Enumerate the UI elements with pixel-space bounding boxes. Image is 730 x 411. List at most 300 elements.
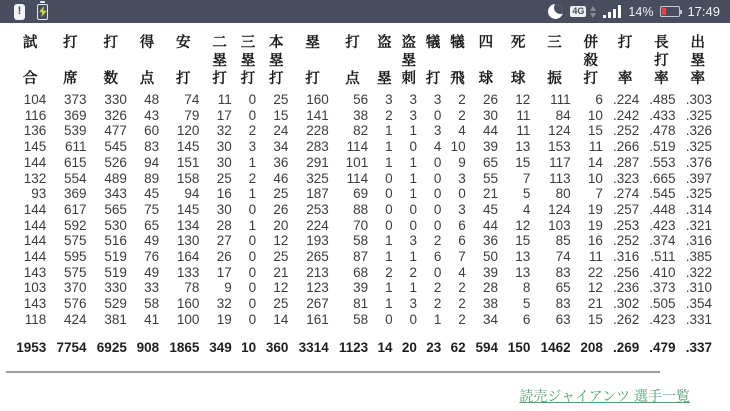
stat-cell: 489 bbox=[104, 170, 127, 186]
stat-cell: 85 bbox=[555, 233, 571, 249]
stat-cell: 3 bbox=[248, 139, 257, 155]
column-header bbox=[441, 36, 465, 92]
vertical-header-label bbox=[337, 36, 368, 86]
header-char: 三 bbox=[547, 35, 562, 51]
stat-cell: 145 bbox=[23, 139, 47, 155]
vertical-header-label bbox=[54, 36, 86, 86]
vertical-header-label bbox=[401, 36, 417, 86]
header-char: 塁 bbox=[240, 52, 256, 69]
battery-percent-label: 14% bbox=[628, 4, 654, 19]
stat-cell: 13 bbox=[515, 249, 531, 265]
stat-cell: 89 bbox=[144, 170, 160, 186]
stat-cell: 30 bbox=[216, 201, 232, 217]
stat-cell: 526 bbox=[104, 154, 127, 170]
total-cell: 10 bbox=[241, 339, 257, 355]
header-char: 振 bbox=[547, 70, 562, 87]
stat-cell: 2 bbox=[385, 264, 393, 280]
stats-row bbox=[6, 186, 712, 202]
stat-cell: 369 bbox=[64, 186, 87, 202]
stat-cell: 0 bbox=[458, 186, 466, 202]
stat-cell: 0 bbox=[385, 201, 393, 217]
stat-cell: .287 bbox=[612, 154, 640, 170]
stats-body bbox=[6, 92, 712, 328]
stat-cell: 133 bbox=[176, 264, 200, 280]
stat-cell: 60 bbox=[144, 123, 160, 139]
stat-cell: .322 bbox=[685, 264, 712, 280]
stat-cell: 530 bbox=[104, 217, 127, 233]
stat-cell: 0 bbox=[433, 154, 442, 170]
stat-cell: 187 bbox=[306, 186, 329, 202]
vertical-header-label bbox=[611, 36, 639, 86]
stat-cell: 10 bbox=[587, 170, 603, 186]
stat-cell: 529 bbox=[104, 296, 127, 312]
header-char: 殺 bbox=[583, 52, 599, 69]
total-cell: 208 bbox=[580, 339, 603, 355]
header-char: 打 bbox=[425, 70, 441, 87]
stat-cell: 595 bbox=[64, 249, 87, 265]
vertical-header-label bbox=[474, 36, 498, 86]
column-header bbox=[329, 36, 368, 92]
network-type-badge: 4G bbox=[572, 5, 585, 16]
column-header bbox=[498, 36, 530, 92]
stats-row bbox=[6, 265, 712, 281]
stat-cell: 2 bbox=[458, 311, 466, 327]
stat-cell: 30 bbox=[216, 139, 232, 155]
stat-cell: 65 bbox=[144, 217, 160, 233]
stat-cell: 7 bbox=[522, 170, 531, 186]
stat-cell: 516 bbox=[104, 233, 127, 249]
stat-cell: 213 bbox=[306, 264, 329, 280]
stat-cell: .262 bbox=[612, 311, 640, 327]
stat-cell: 193 bbox=[306, 233, 329, 249]
batting-stats-table bbox=[6, 36, 712, 356]
stat-cell: 19 bbox=[587, 217, 603, 233]
stat-cell: .252 bbox=[612, 233, 640, 249]
status-bar-left bbox=[14, 4, 48, 20]
stat-cell: 160 bbox=[306, 92, 329, 107]
stat-cell: 343 bbox=[104, 186, 127, 202]
vertical-header-label bbox=[538, 36, 570, 86]
stat-cell: 49 bbox=[144, 264, 160, 280]
stat-cell: 100 bbox=[176, 311, 200, 327]
stat-cell: 14 bbox=[587, 154, 603, 170]
stat-cell: 15 bbox=[587, 311, 603, 327]
column-header bbox=[288, 36, 328, 92]
stat-cell: .331 bbox=[685, 311, 712, 327]
stat-cell: 2 bbox=[458, 107, 466, 123]
stat-cell: 2 bbox=[248, 170, 257, 186]
stat-cell: 1 bbox=[409, 186, 417, 202]
stat-cell: 132 bbox=[23, 170, 47, 186]
stat-cell: 25 bbox=[216, 170, 232, 186]
header-char: 率 bbox=[654, 70, 669, 87]
header-char: 数 bbox=[103, 70, 118, 87]
header-char: 点 bbox=[139, 70, 155, 87]
stat-cell: 228 bbox=[306, 123, 329, 139]
stat-cell: 143 bbox=[23, 264, 47, 280]
stat-cell: 1 bbox=[409, 170, 417, 186]
stats-row bbox=[6, 171, 712, 187]
total-cell: 1123 bbox=[338, 339, 369, 355]
total-cell: 908 bbox=[136, 339, 160, 355]
stat-cell: 7 bbox=[458, 249, 466, 265]
stat-cell: 4 bbox=[458, 264, 466, 280]
stat-cell: 118 bbox=[24, 311, 47, 327]
stat-cell: 120 bbox=[176, 123, 200, 139]
stat-cell: 0 bbox=[409, 201, 417, 217]
stat-cell: 3 bbox=[458, 201, 466, 217]
header-char: 盗 bbox=[401, 35, 417, 51]
stats-row bbox=[6, 139, 712, 155]
stat-cell: .505 bbox=[649, 296, 676, 312]
stat-cell: .423 bbox=[649, 311, 676, 327]
stat-cell: .274 bbox=[612, 186, 640, 202]
stat-cell: 101 bbox=[345, 154, 369, 170]
stat-cell: .410 bbox=[649, 264, 676, 280]
stat-cell: 369 bbox=[64, 107, 87, 123]
stat-cell: 12 bbox=[587, 280, 603, 296]
stats-row bbox=[6, 233, 712, 249]
stats-row bbox=[6, 218, 712, 234]
stat-cell: .242 bbox=[612, 107, 640, 123]
stat-cell: .553 bbox=[649, 154, 676, 170]
stat-cell: 114 bbox=[346, 170, 369, 186]
stat-cell: 83 bbox=[555, 296, 571, 312]
stat-cell: 15 bbox=[515, 154, 531, 170]
header-char: 率 bbox=[617, 70, 633, 87]
stat-cell: 123 bbox=[306, 280, 329, 296]
stat-cell: 65 bbox=[555, 280, 571, 296]
total-cell: .479 bbox=[649, 339, 676, 355]
stat-cell: 1 bbox=[409, 249, 417, 265]
header-char: 塁 bbox=[305, 35, 320, 51]
stat-cell: 325 bbox=[306, 170, 329, 186]
header-char: 安 bbox=[176, 35, 191, 51]
total-cell: 23 bbox=[426, 339, 442, 355]
stat-cell: 1 bbox=[385, 249, 393, 265]
stat-cell: 1 bbox=[409, 154, 417, 170]
stat-cell: 78 bbox=[184, 280, 200, 296]
stat-cell: 12 bbox=[273, 233, 289, 249]
stat-cell: 25 bbox=[273, 186, 289, 202]
stat-cell: 6 bbox=[522, 311, 531, 327]
battery-fill-low bbox=[662, 8, 666, 15]
stat-cell: 0 bbox=[385, 170, 393, 186]
header-char: 打 bbox=[269, 70, 284, 87]
stat-cell: 11 bbox=[516, 107, 531, 123]
total-cell: 7754 bbox=[56, 339, 87, 355]
stat-cell: 144 bbox=[23, 233, 47, 249]
column-header bbox=[87, 36, 127, 92]
stat-cell: 15 bbox=[273, 107, 289, 123]
stat-cell: .325 bbox=[685, 186, 712, 202]
stats-row bbox=[6, 123, 712, 139]
stat-cell: 265 bbox=[306, 249, 329, 265]
data-activity-arrows-icon bbox=[590, 6, 596, 18]
lightning-bolt-icon bbox=[39, 6, 47, 17]
vertical-header-label bbox=[135, 36, 159, 86]
stat-cell: .397 bbox=[685, 170, 712, 186]
stat-cell: 267 bbox=[306, 296, 329, 312]
stat-cell: .316 bbox=[685, 233, 712, 249]
stat-cell: 2 bbox=[433, 233, 442, 249]
total-cell: 1462 bbox=[540, 339, 571, 355]
stat-cell: .302 bbox=[612, 296, 640, 312]
stat-cell: 0 bbox=[385, 217, 393, 233]
stat-cell: .385 bbox=[685, 249, 712, 265]
stat-cell: 117 bbox=[549, 154, 571, 170]
stat-cell: 373 bbox=[64, 92, 87, 107]
stat-cell: 25 bbox=[273, 92, 289, 107]
stat-cell: 3 bbox=[409, 92, 417, 107]
stat-cell: 224 bbox=[306, 217, 329, 233]
stat-cell: 63 bbox=[555, 311, 571, 327]
column-header bbox=[256, 36, 288, 92]
stat-cell: 3 bbox=[433, 123, 442, 139]
total-cell: 360 bbox=[265, 339, 289, 355]
stat-cell: 36 bbox=[273, 154, 289, 170]
stats-row bbox=[6, 280, 712, 296]
stat-cell: 10 bbox=[587, 107, 603, 123]
stat-cell: .303 bbox=[685, 92, 712, 107]
stat-cell: 83 bbox=[144, 139, 160, 155]
stat-cell: 11 bbox=[588, 249, 603, 265]
stat-cell: 49 bbox=[144, 233, 160, 249]
stat-cell: 124 bbox=[548, 123, 571, 139]
stat-cell: 21 bbox=[587, 296, 603, 312]
stat-cell: 74 bbox=[184, 92, 200, 107]
stat-cell: 565 bbox=[104, 201, 127, 217]
alert-notification-icon bbox=[14, 4, 25, 20]
stat-cell: 3 bbox=[385, 92, 393, 107]
stat-cell: 28 bbox=[482, 280, 499, 296]
upload-arrow-icon bbox=[590, 6, 596, 11]
stat-cell: .323 bbox=[612, 170, 640, 186]
stat-cell: 3 bbox=[409, 296, 417, 312]
stat-cell: 34 bbox=[273, 139, 289, 155]
column-header bbox=[530, 36, 570, 92]
stat-cell: 30 bbox=[216, 154, 232, 170]
header-char: 打 bbox=[63, 35, 78, 51]
total-cell: 20 bbox=[401, 339, 417, 355]
stat-cell: 84 bbox=[555, 107, 571, 123]
stat-cell: 0 bbox=[385, 186, 393, 202]
stat-cell: 4 bbox=[522, 201, 531, 217]
stat-cell: 81 bbox=[353, 296, 369, 312]
header-char: 三 bbox=[240, 35, 256, 51]
stat-cell: .316 bbox=[612, 249, 640, 265]
total-cell: .337 bbox=[685, 339, 712, 355]
stat-cell: 6 bbox=[595, 92, 603, 107]
stat-cell: 13 bbox=[515, 139, 531, 155]
stat-cell: .314 bbox=[685, 201, 712, 217]
stat-cell: 158 bbox=[176, 170, 200, 186]
stat-cell: 83 bbox=[555, 264, 571, 280]
header-char: 二 bbox=[212, 35, 227, 51]
column-header bbox=[603, 36, 639, 92]
stat-cell: 1 bbox=[409, 123, 417, 139]
stat-cell: 2 bbox=[385, 107, 393, 123]
stat-cell: 15 bbox=[515, 233, 531, 249]
stats-header bbox=[6, 36, 712, 92]
column-header bbox=[639, 36, 675, 92]
stat-cell: 10 bbox=[450, 139, 466, 155]
stat-cell: 3 bbox=[409, 107, 417, 123]
header-char: 席 bbox=[63, 70, 78, 87]
stat-cell: 6 bbox=[458, 217, 466, 233]
stat-cell: 130 bbox=[176, 233, 200, 249]
stat-cell: 9 bbox=[458, 154, 466, 170]
vertical-header-label bbox=[647, 36, 675, 86]
alert-glyph: ! bbox=[17, 5, 22, 17]
stat-cell: 611 bbox=[65, 139, 87, 155]
stat-cell: 519 bbox=[104, 249, 127, 265]
stat-cell: 0 bbox=[248, 249, 257, 265]
stat-cell: .310 bbox=[685, 280, 712, 296]
stat-cell: .376 bbox=[685, 154, 712, 170]
stat-cell: 153 bbox=[548, 139, 571, 155]
stat-cell: 87 bbox=[353, 249, 369, 265]
stat-cell: 615 bbox=[64, 154, 87, 170]
stat-cell: 0 bbox=[433, 170, 442, 186]
stat-cell: .485 bbox=[649, 92, 676, 107]
stats-header-row bbox=[6, 36, 712, 92]
stat-cell: 2 bbox=[458, 296, 466, 312]
column-header bbox=[46, 36, 86, 92]
stat-cell: 1 bbox=[248, 186, 257, 202]
stat-cell: 116 bbox=[24, 107, 47, 123]
stat-cell: .253 bbox=[612, 217, 640, 233]
stat-cell: 1 bbox=[433, 311, 442, 327]
stat-cell: .256 bbox=[612, 264, 640, 280]
stat-cell: 44 bbox=[482, 217, 499, 233]
vertical-header-label bbox=[425, 36, 441, 86]
battery-icon bbox=[660, 6, 680, 17]
total-cell: 1865 bbox=[169, 339, 200, 355]
stat-cell: 15 bbox=[587, 123, 603, 139]
stat-cell: .448 bbox=[649, 201, 676, 217]
stat-cell: 58 bbox=[144, 296, 160, 312]
stat-cell: 17 bbox=[216, 107, 232, 123]
stat-cell: 381 bbox=[104, 311, 127, 327]
signal-strength-icon bbox=[603, 5, 621, 18]
status-bar-right bbox=[548, 4, 720, 19]
stat-cell: 22 bbox=[587, 264, 603, 280]
stat-cell: 0 bbox=[409, 139, 417, 155]
stat-cell: .321 bbox=[685, 217, 712, 233]
stat-cell: 330 bbox=[104, 280, 127, 296]
header-char: 塁 bbox=[690, 52, 705, 69]
stat-cell: 0 bbox=[248, 92, 257, 107]
header-char: 刺 bbox=[401, 70, 417, 87]
stat-cell: 1 bbox=[409, 280, 417, 296]
stat-cell: 124 bbox=[548, 201, 571, 217]
stat-cell: 0 bbox=[248, 296, 257, 312]
vertical-header-label bbox=[506, 36, 530, 86]
stat-cell: 58 bbox=[353, 311, 369, 327]
header-char: 打 bbox=[176, 70, 191, 87]
header-char: 塁 bbox=[212, 52, 227, 69]
total-cell: 62 bbox=[450, 339, 466, 355]
stat-cell: 74 bbox=[555, 249, 571, 265]
stat-cell: 26 bbox=[216, 249, 232, 265]
stat-cell: .423 bbox=[649, 217, 676, 233]
stats-row bbox=[6, 202, 712, 218]
stat-cell: 2 bbox=[458, 92, 466, 107]
stat-cell: 8 bbox=[522, 280, 531, 296]
stat-cell: 21 bbox=[273, 264, 289, 280]
vertical-header-label bbox=[264, 36, 288, 86]
stat-cell: 69 bbox=[353, 186, 369, 202]
stat-cell: 2 bbox=[433, 296, 442, 312]
status-bar bbox=[0, 0, 730, 23]
stat-cell: 545 bbox=[104, 139, 127, 155]
stat-cell: 45 bbox=[482, 201, 499, 217]
stat-cell: 2 bbox=[409, 264, 417, 280]
stat-cell: 26 bbox=[482, 92, 499, 107]
stat-cell: 19 bbox=[216, 311, 232, 327]
stat-cell: 76 bbox=[144, 249, 160, 265]
stats-row bbox=[6, 249, 712, 265]
stat-cell: 38 bbox=[482, 296, 499, 312]
team-roster-link[interactable]: 読売ジャイアンツ 選手一覧 bbox=[519, 387, 690, 404]
stat-cell: 144 bbox=[23, 154, 47, 170]
header-char: 試 bbox=[22, 35, 38, 51]
header-char: 盗 bbox=[377, 35, 392, 51]
header-char: 点 bbox=[345, 70, 360, 87]
stat-cell: 0 bbox=[409, 217, 417, 233]
stat-cell: 68 bbox=[353, 264, 369, 280]
column-header bbox=[417, 36, 441, 92]
stat-cell: 104 bbox=[23, 92, 47, 107]
stat-cell: 11 bbox=[217, 92, 232, 107]
stat-cell: 1 bbox=[385, 123, 393, 139]
column-header bbox=[232, 36, 256, 92]
stat-cell: 44 bbox=[482, 123, 499, 139]
header-char: 打 bbox=[305, 70, 320, 87]
stat-cell: 39 bbox=[353, 280, 369, 296]
stat-cell: 65 bbox=[482, 154, 499, 170]
header-char: 四 bbox=[478, 35, 494, 51]
stat-cell: 1 bbox=[385, 233, 393, 249]
header-char: 犠 bbox=[450, 35, 465, 51]
stat-cell: .224 bbox=[612, 92, 640, 107]
stat-cell: 1 bbox=[385, 154, 393, 170]
stat-cell: 7 bbox=[595, 186, 603, 202]
vertical-header-label bbox=[167, 36, 199, 86]
stat-cell: 45 bbox=[144, 186, 160, 202]
stat-cell: 34 bbox=[482, 311, 499, 327]
stat-cell: 144 bbox=[23, 217, 47, 233]
header-char: 塁 bbox=[377, 70, 392, 87]
total-cell: 594 bbox=[475, 339, 499, 355]
stat-cell: .665 bbox=[649, 170, 676, 186]
header-char: 打 bbox=[240, 70, 256, 87]
stat-cell: .519 bbox=[649, 139, 676, 155]
stat-cell: 0 bbox=[433, 264, 442, 280]
header-char: 打 bbox=[103, 35, 118, 51]
clock-time: 17:49 bbox=[687, 4, 720, 19]
header-char: 本 bbox=[269, 35, 284, 51]
stat-cell: 136 bbox=[23, 123, 47, 139]
stat-cell: 0 bbox=[248, 280, 257, 296]
stat-cell: 103 bbox=[23, 280, 47, 296]
vertical-header-label bbox=[95, 36, 127, 86]
stat-cell: 592 bbox=[64, 217, 87, 233]
stat-cell: .433 bbox=[649, 107, 676, 123]
night-mode-icon bbox=[548, 4, 563, 19]
stat-cell: 103 bbox=[548, 217, 571, 233]
